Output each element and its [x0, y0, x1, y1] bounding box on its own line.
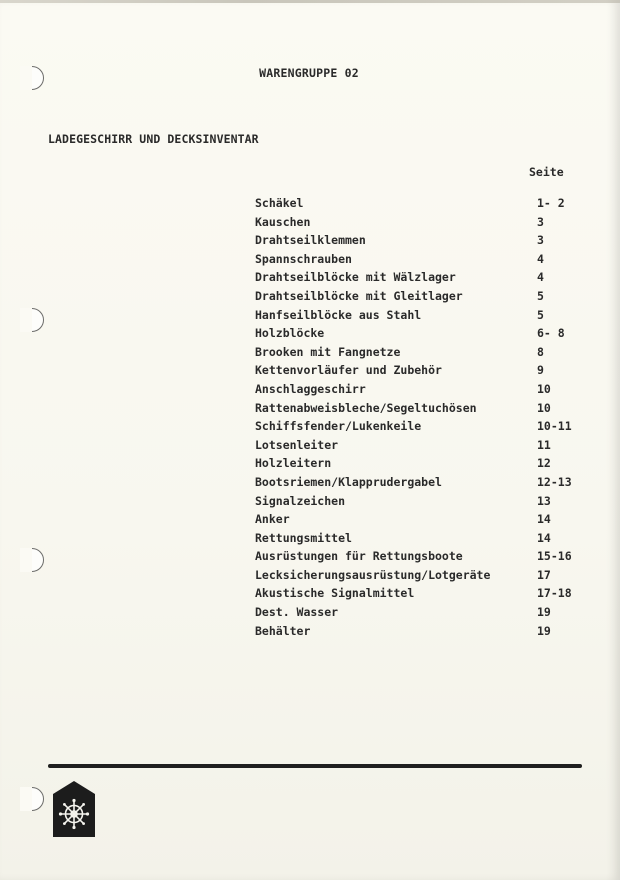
toc-entry	[255, 287, 585, 306]
toc-entry-page: 5	[537, 288, 544, 303]
section-title: LADEGESCHIRR UND DECKSINVENTAR	[48, 132, 259, 146]
toc-entry	[255, 566, 585, 585]
toc-entry-page: 14	[537, 530, 551, 545]
toc-entry-title: Lecksicherungsausrüstung/Lotgeräte	[255, 567, 491, 582]
toc-entry-title: Dest. Wasser	[255, 605, 339, 620]
toc-entry	[255, 380, 585, 399]
footer-rule	[48, 764, 582, 768]
toc-entry	[255, 250, 585, 269]
toc-entry	[255, 603, 585, 622]
toc-entry-page: 6- 8	[537, 326, 565, 341]
toc-entry-title: Signalzeichen	[255, 493, 346, 508]
group-header-text: WARENGRUPPE 02	[259, 66, 359, 80]
toc-entry-title: Lotsenleiter	[255, 437, 339, 452]
toc-entry-title: Bootsriemen/Klapprudergabel	[255, 474, 442, 489]
toc-entry-title: Rettungsmittel	[255, 530, 352, 545]
toc-entry-page: 4	[537, 270, 544, 285]
toc-entry-page: 12	[537, 456, 551, 471]
toc-entry-page: 10	[537, 400, 551, 415]
toc-entry-title: Drahtseilblöcke mit Gleitlager	[255, 288, 463, 303]
toc-entry-page: 8	[537, 344, 544, 359]
toc-entry-page: 14	[537, 512, 551, 527]
page-column-label: Seite	[529, 165, 564, 179]
toc-entry-page: 10-11	[537, 419, 572, 434]
toc-entry-title: Ausrüstungen für Rettungsboote	[255, 549, 463, 564]
toc-entry	[255, 473, 585, 492]
toc-entry	[255, 231, 585, 250]
toc-entry	[255, 436, 585, 455]
toc-entry-title: Hanfseilblöcke aus Stahl	[255, 307, 422, 322]
toc-entry	[255, 268, 585, 287]
toc-entry-page: 9	[537, 363, 544, 378]
toc-entry-title: Anker	[255, 512, 290, 527]
toc-entry-page: 19	[537, 605, 551, 620]
toc-entry-title: Spannschrauben	[255, 251, 352, 266]
toc-entry-title: Holzleitern	[255, 456, 332, 471]
toc-entry	[255, 361, 585, 380]
toc-entry-page: 17-18	[537, 586, 572, 601]
toc-entry	[255, 343, 585, 362]
toc-entry	[255, 213, 585, 232]
table-of-contents	[255, 194, 585, 640]
toc-entry	[255, 324, 585, 343]
page-top-edge	[0, 0, 620, 3]
toc-entry-page: 3	[537, 214, 544, 229]
toc-entry-title: Kauschen	[255, 214, 311, 229]
toc-entry-title: Brooken mit Fangnetze	[255, 344, 401, 359]
toc-entry	[255, 492, 585, 511]
punch-hole-3	[20, 548, 44, 572]
toc-entry-page: 10	[537, 381, 551, 396]
toc-entry	[255, 584, 585, 603]
toc-entry-page: 12-13	[537, 474, 572, 489]
toc-entry-page: 15-16	[537, 549, 572, 564]
toc-entry-page: 5	[537, 307, 544, 322]
toc-entry-title: Holzblöcke	[255, 326, 325, 341]
toc-entry	[255, 547, 585, 566]
toc-entry	[255, 454, 585, 473]
toc-entry-page: 3	[537, 233, 544, 248]
toc-entry-title: Akustische Signalmittel	[255, 586, 415, 601]
punch-hole-4	[20, 787, 44, 811]
toc-entry-title: Anschlaggeschirr	[255, 381, 366, 396]
toc-entry	[255, 529, 585, 548]
toc-entry-page: 1- 2	[537, 196, 565, 210]
group-header	[0, 66, 620, 80]
toc-entry	[255, 417, 585, 436]
toc-entry-title: Drahtseilblöcke mit Wälzlager	[255, 270, 456, 285]
ship-wheel-icon	[52, 780, 96, 838]
toc-entry-title: Kettenvorläufer und Zubehör	[255, 363, 442, 378]
toc-entry	[255, 510, 585, 529]
toc-entry	[255, 399, 585, 418]
toc-entry-page: 17	[537, 567, 551, 582]
toc-entry-title: Rattenabweisbleche/Segeltuchösen	[255, 400, 477, 415]
toc-entry-title: Behälter	[255, 623, 311, 638]
toc-entry-title: Schiffsfender/Lukenkeile	[255, 419, 422, 434]
toc-entry-title: Drahtseilklemmen	[255, 233, 366, 248]
toc-entry	[255, 622, 585, 641]
toc-entry-page: 4	[537, 251, 544, 266]
toc-entry-page: 11	[537, 437, 551, 452]
punch-hole-2	[20, 308, 44, 332]
toc-entry	[255, 306, 585, 325]
toc-entry	[255, 194, 585, 213]
toc-entry-page: 19	[537, 623, 551, 638]
toc-entry-page: 13	[537, 493, 551, 508]
scan-edge-shadow	[606, 0, 620, 880]
toc-entry-title: Schäkel	[255, 196, 304, 210]
